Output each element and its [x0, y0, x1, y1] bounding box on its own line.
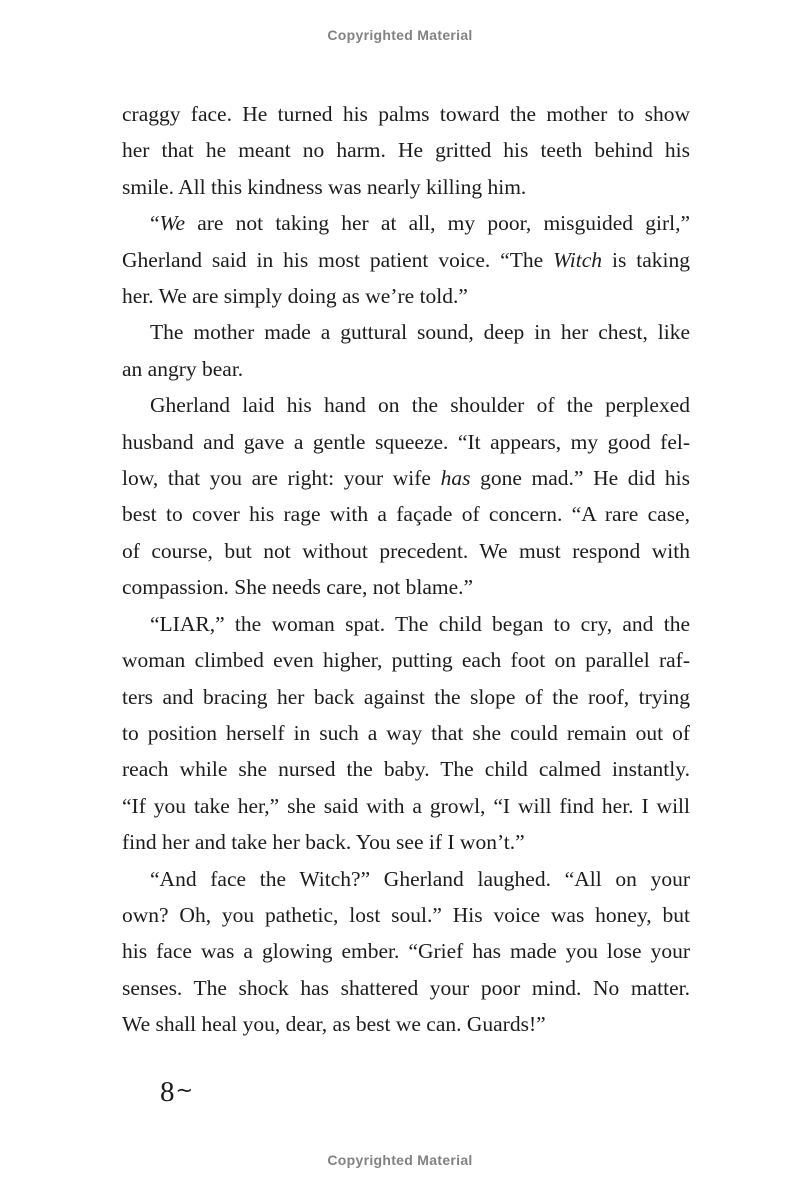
text-line: reach while she nursed the baby. The child calmed instantly. [122, 757, 690, 782]
text-line: woman climbed even higher, putting each foot on parallel raf- [122, 648, 690, 673]
text-line: ters and bracing her back against the slope of the roof, trying [122, 684, 690, 709]
text-line: husband and gave a gentle squeeze. “It appears, my good fel- [122, 429, 690, 454]
text-line: her that he meant no harm. He gritted his teeth behind his [122, 138, 690, 163]
text-line: her. We are simply doing as we’re told.” [122, 284, 468, 309]
text-line: craggy face. He turned his palms toward the mother to show [122, 102, 690, 126]
text-line: of course, but not without precedent. We must respond with [122, 538, 690, 563]
text-line: Gherland laid his hand on the shoulder of the perplexed [150, 393, 690, 418]
text-line: his face was a glowing ember. “Grief has made you lose your [122, 939, 690, 964]
copyright-header: Copyrighted Material [327, 27, 473, 43]
text-line: “And face the Witch?” Gherland laughed. “All on your [150, 866, 690, 891]
text-line: “We are not taking her at all, my poor, misguided girl,” [150, 211, 690, 236]
page-number-value: 8 [160, 1076, 175, 1108]
copyright-footer: Copyrighted Material [327, 1152, 473, 1168]
page-text [122, 96, 690, 1043]
text-line: “If you take her,” she said with a growl, “I will find her. I will [122, 793, 690, 818]
text-line: “LIAR,” the woman spat. The child began to cry, and the [150, 611, 690, 636]
text-line: smile. All this kindness was nearly killing him. [122, 174, 527, 199]
text-line: The mother made a guttural sound, deep in her chest, like [150, 320, 690, 345]
text-line: low, that you are right: your wife has gone mad.” He did his [122, 466, 690, 491]
text-line: find her and take her back. You see if I won’t.” [122, 830, 525, 855]
text-line: compassion. She needs care, not blame.” [122, 575, 474, 600]
page-number [160, 1074, 193, 1112]
text-line: Gherland said in his most patient voice. “The Witch is taking [122, 247, 690, 272]
text-line: to position herself in such a way that she could remain out of [122, 720, 690, 745]
text-line: own? Oh, you pathetic, lost soul.” His voice was honey, but [122, 902, 690, 927]
page-ornament: ∼ [175, 1078, 194, 1102]
text-line: best to cover his rage with a façade of concern. “A rare case, [122, 502, 690, 527]
text-line: We shall heal you, dear, as best we can. Guards!” [122, 1012, 546, 1037]
text-line: senses. The shock has shattered your poor mind. No matter. [122, 975, 690, 1000]
text-line: an angry bear. [122, 356, 244, 381]
